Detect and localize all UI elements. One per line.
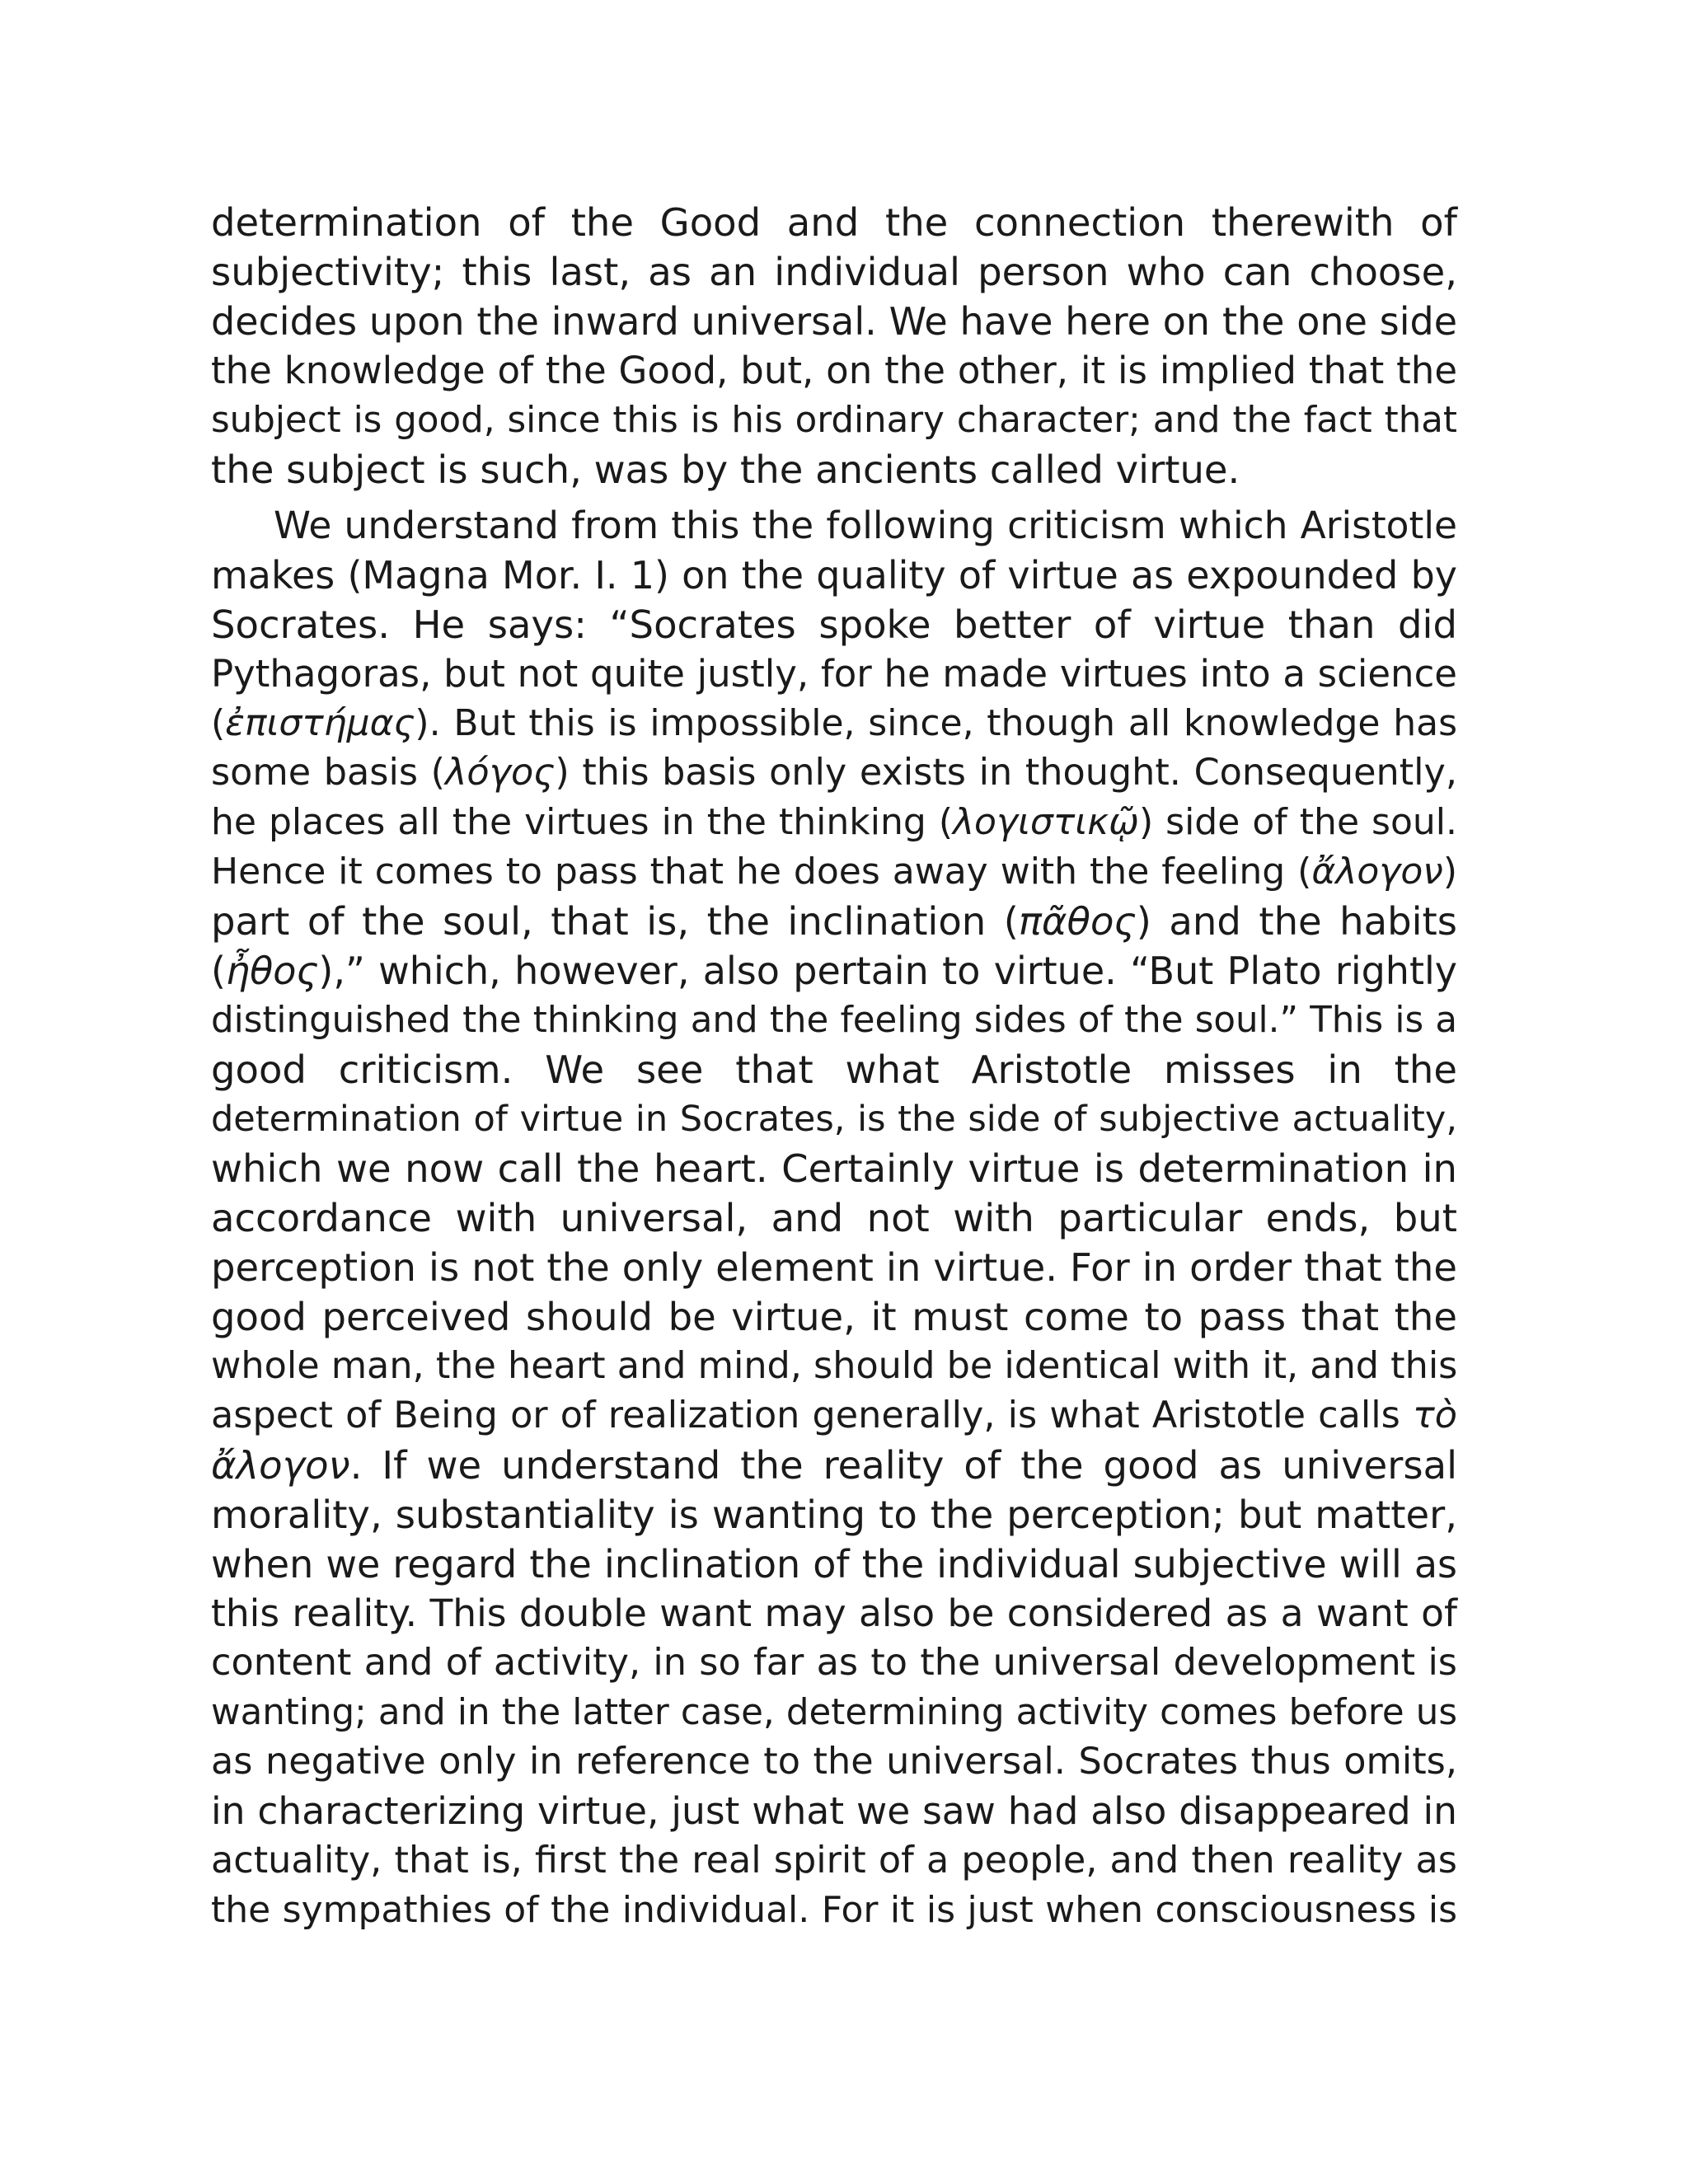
text-line: when we regard the inclination of the individual subjective will as	[211, 1542, 1457, 1586]
text-line: the subject is such, was by the ancients called virtue.	[211, 448, 1240, 492]
paragraph-1	[211, 198, 1457, 494]
text-line: (ἐπιστήμας). But this is impossible, since, though all knowledge has	[211, 702, 1457, 744]
text-line: (ἦθος),” which, however, also pertain to virtue. “But Plato rightly	[211, 949, 1457, 993]
greek-term: ἄλογον	[1311, 851, 1443, 893]
text-line: subjectivity; this last, as an individual person who can choose,	[211, 250, 1457, 294]
text-line: some basis (λόγος) this basis only exists in thought. Consequently,	[211, 752, 1457, 794]
text-line: Pythagoras, but not quite justly, for he made virtues into a science	[211, 652, 1457, 696]
text-line: subject is good, since this is his ordinary character; and the fact that	[211, 400, 1457, 441]
text-line: Hence it comes to pass that he does away with the feeling (ἄλογον)	[211, 851, 1457, 893]
page-body	[211, 198, 1457, 1935]
text-line: Socrates. He says: “Socrates spoke better of virtue than did	[211, 602, 1457, 647]
greek-term: λογιστικῷ	[953, 801, 1139, 843]
greek-term: τὸ	[1412, 1394, 1457, 1436]
paragraph-gap	[211, 494, 1457, 501]
text-line: whole man, the heart and mind, should be identical with it, and this	[211, 1345, 1458, 1387]
text-line: which we now call the heart. Certainly virtue is determination in	[211, 1146, 1457, 1191]
text-line: this reality. This double want may also be considered as a want of	[211, 1591, 1457, 1635]
greek-term: πᾶθος	[1018, 899, 1137, 944]
text-line: decides upon the inward universal. We have here on the one side	[211, 299, 1457, 344]
text-line: good perceived should be virtue, it must come to pass that the	[211, 1295, 1457, 1339]
text-line: distinguished the thinking and the feeling sides of the soul.” This is a	[211, 1000, 1457, 1041]
text-line: wanting; and in the latter case, determining activity comes before us	[211, 1692, 1457, 1733]
text-line: makes (Magna Mor. I. 1) on the quality of virtue as expounded by	[211, 553, 1457, 598]
text-line: as negative only in reference to the universal. Socrates thus omits,	[211, 1741, 1457, 1783]
text-line: ἄλογον. If we understand the reality of the good as universal	[211, 1443, 1457, 1488]
text-line: determination of virtue in Socrates, is the side of subjective actuality,	[211, 1099, 1457, 1140]
text-line: the sympathies of the individual. For it is just when consciousness is	[211, 1889, 1457, 1931]
text-line: perception is not the only element in virtue. For in order that the	[211, 1245, 1457, 1290]
text-line: We understand from this the following criticism which Aristotle	[274, 504, 1457, 547]
text-line: morality, substantiality is wanting to the perception; but matter,	[211, 1493, 1457, 1537]
text-line: content and of activity, in so far as to the universal development is	[211, 1642, 1457, 1684]
text-line: the knowledge of the Good, but, on the other, it is implied that the	[211, 349, 1457, 392]
text-line: determination of the Good and the connection therewith of	[211, 200, 1457, 245]
text-line: he places all the virtues in the thinking (λογιστικῷ) side of the soul.	[211, 801, 1457, 843]
text-line: actuality, that is, first the real spirit of a people, and then reality as	[211, 1840, 1457, 1882]
greek-term: ἄλογον	[211, 1443, 350, 1488]
text-line: aspect of Being or of realization generally, is what Aristotle calls τὸ	[211, 1394, 1457, 1436]
text-line: in characterizing virtue, just what we saw had also disappeared in	[211, 1789, 1457, 1833]
greek-term: λόγος	[445, 752, 556, 794]
greek-term: ἦθος	[225, 949, 319, 993]
greek-term: ἐπιστήμας	[225, 702, 415, 744]
paragraph-2	[211, 501, 1457, 1935]
text-line: part of the soul, that is, the inclination (πᾶθος) and the habits	[211, 899, 1457, 944]
text-line: accordance with universal, and not with particular ends, but	[211, 1196, 1457, 1240]
text-line: good criticism. We see that what Aristotle misses in the	[211, 1047, 1457, 1092]
